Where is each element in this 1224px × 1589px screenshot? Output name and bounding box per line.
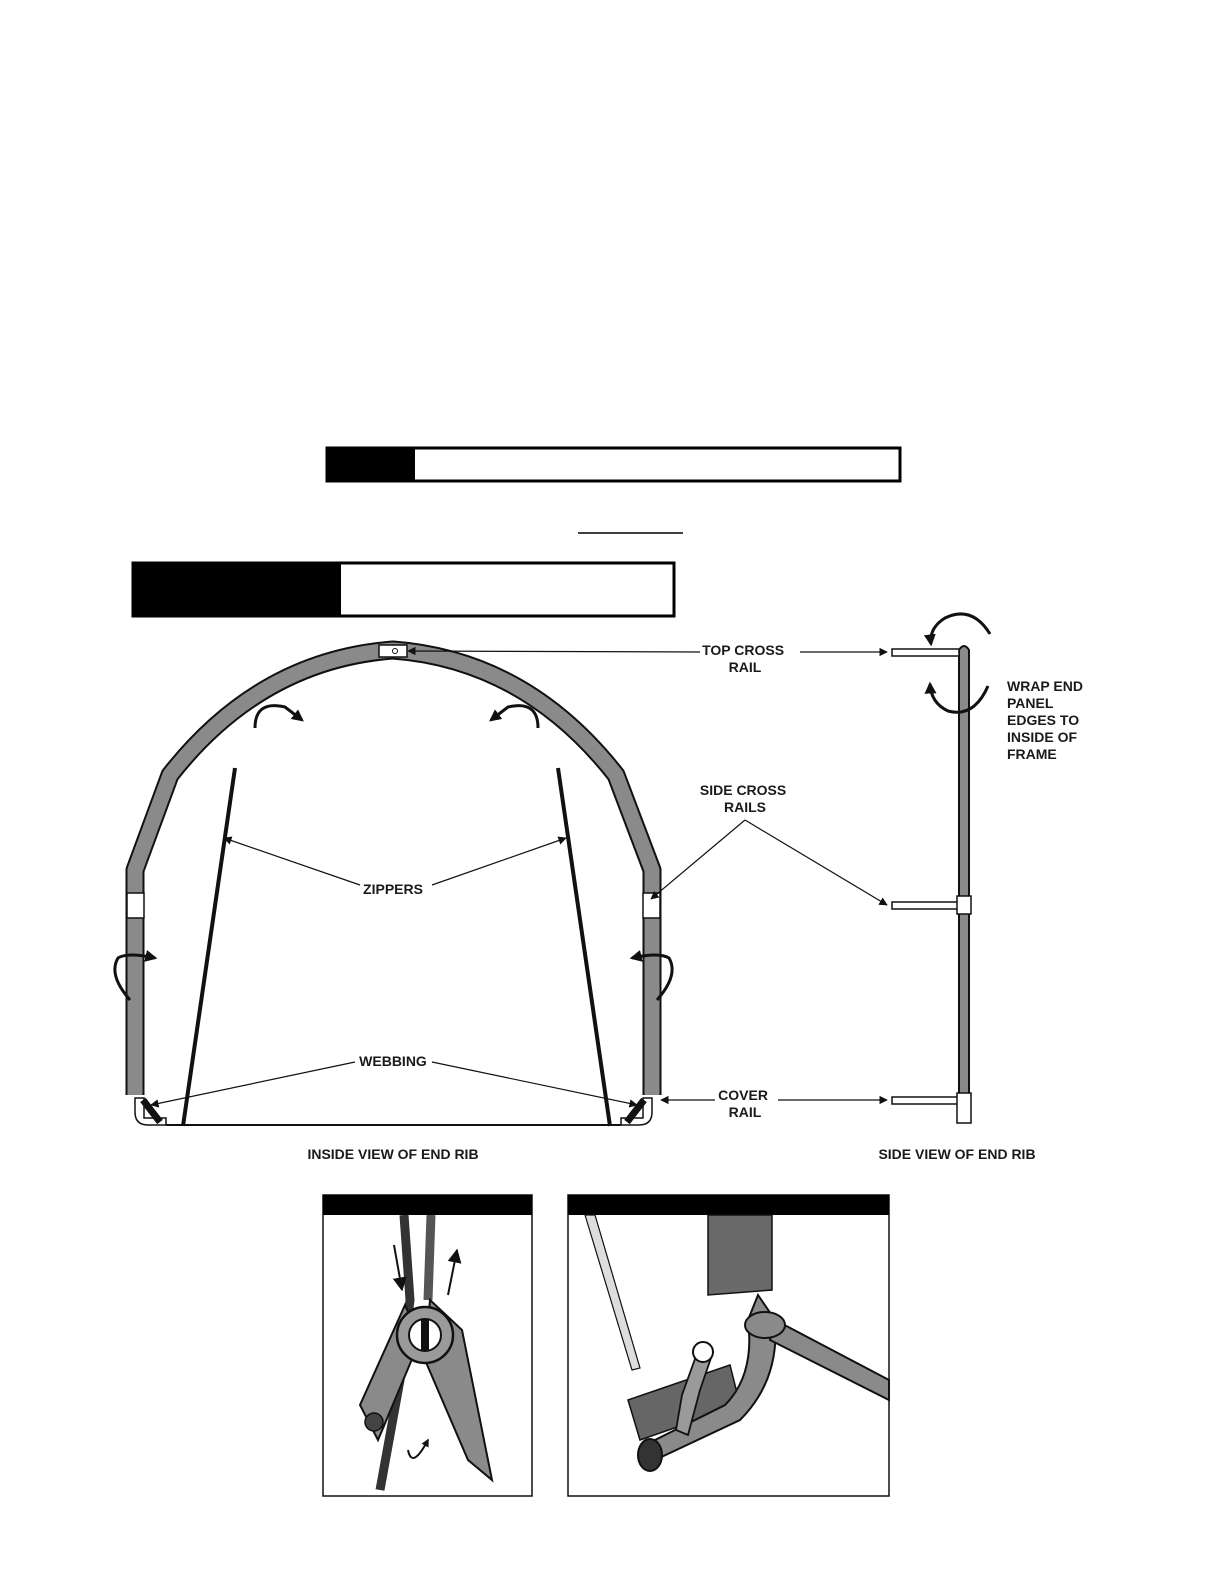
side-view-rib — [892, 646, 971, 1123]
left-zipper — [183, 768, 235, 1126]
side-view-caption: SIDE VIEW OF END RIB — [878, 1146, 1036, 1162]
left-side-connector — [127, 893, 144, 918]
section-header-bar — [133, 563, 674, 616]
side-cross-rails-label: SIDE CROSS RAILS — [699, 782, 787, 815]
right-zipper — [558, 768, 610, 1126]
webbing-label: WEBBING — [359, 1053, 427, 1069]
right-side-connector — [643, 893, 660, 918]
ratchet-detail-panel — [323, 1195, 532, 1496]
wrap-arrow-upper-right-icon — [491, 706, 538, 728]
side-top-rail — [892, 649, 959, 656]
side-cover-rail — [892, 1097, 959, 1104]
wrap-arrow-upper-left-icon — [255, 706, 302, 728]
ratchet-detail-header — [323, 1195, 532, 1215]
step-header-bar — [327, 448, 900, 481]
cover-rail-label: COVER RAIL — [718, 1087, 768, 1120]
leader-lines — [151, 651, 887, 1105]
top-cross-rail-label: TOP CROSS RAIL — [702, 642, 785, 675]
inside-view-caption: INSIDE VIEW OF END RIB — [307, 1146, 479, 1162]
wrap-instruction-label: WRAP END PANEL EDGES TO INSIDE OF FRAME — [1007, 678, 1083, 762]
frame-mount-detail-header — [568, 1195, 889, 1215]
zippers-label: ZIPPERS — [363, 881, 423, 897]
frame-mount-detail-panel — [568, 1195, 889, 1496]
side-middle-rail — [892, 902, 959, 909]
